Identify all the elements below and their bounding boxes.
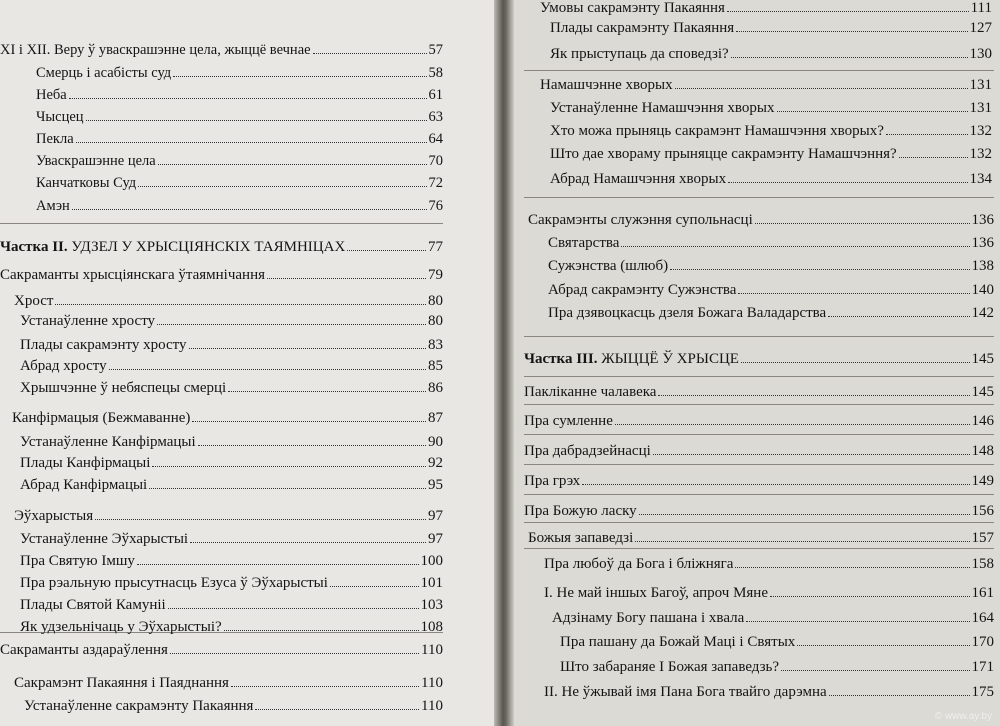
dot-leader [675, 88, 968, 89]
dot-leader [158, 164, 427, 165]
toc-entry [548, 235, 994, 252]
toc-entry [544, 684, 994, 701]
dot-leader [746, 621, 969, 622]
toc-entry-title: Святарства [548, 235, 620, 251]
dot-leader [735, 567, 969, 568]
toc-entry [528, 212, 994, 229]
toc-page-number: 145 [971, 351, 994, 367]
toc-page-number: 136 [971, 212, 994, 228]
toc-entry-title: Уваскрашэнне цела [36, 153, 156, 169]
toc-entry [0, 42, 443, 59]
toc-entry [20, 477, 443, 494]
toc-page-number: 77 [428, 239, 443, 255]
dot-leader [189, 348, 426, 349]
toc-entry [20, 531, 443, 548]
toc-entry [36, 109, 443, 126]
toc-page-number: 80 [428, 293, 443, 309]
toc-entry-title: Сакрамэнт Пакаяння і Паяднання [14, 675, 229, 691]
toc-entry-title: Божыя запаведзі [528, 530, 634, 546]
toc-entry-title: Канчатковы Суд [36, 175, 137, 191]
toc-page-number: 140 [971, 282, 994, 298]
dot-leader [727, 11, 969, 12]
toc-entry-title: Плады сакрамэнту хросту [20, 337, 187, 353]
dot-leader [313, 53, 427, 54]
right-divider-rule [524, 336, 994, 337]
toc-page-number: 132 [969, 123, 992, 139]
dot-leader [829, 695, 970, 696]
toc-entry-title: Пра сумленне [524, 413, 613, 429]
toc-entry-title: Чысцец [36, 109, 84, 125]
toc-entry [550, 123, 992, 140]
toc-entry [548, 282, 994, 299]
dot-leader [173, 76, 426, 77]
toc-entry-title: Плады Канфірмацыі [20, 455, 151, 471]
toc-entry-title: Устанаўленне Канфірмацыі [20, 434, 196, 450]
dot-leader [653, 454, 970, 455]
toc-page-number: 131 [969, 100, 992, 116]
toc-entry [524, 384, 994, 401]
toc-entry [36, 175, 443, 192]
dot-leader [777, 111, 968, 112]
toc-entry-title: Абрад сакрамэнту Сужэнства [548, 282, 737, 298]
dot-leader [731, 57, 968, 58]
toc-entry [552, 610, 994, 627]
dot-leader [137, 564, 419, 565]
toc-entry-title: Адзінаму Богу пашана і хвала [552, 610, 745, 626]
toc-page-number: 110 [421, 642, 443, 658]
toc-page-number: 101 [420, 575, 443, 591]
toc-page-number: 136 [971, 235, 994, 251]
dot-leader [658, 395, 969, 396]
toc-page-number: 83 [428, 337, 443, 353]
dot-leader [198, 445, 426, 446]
toc-entry-title: Неба [36, 87, 67, 103]
toc-entry [524, 413, 994, 430]
dot-leader [347, 250, 426, 251]
toc-entry [14, 293, 443, 310]
toc-entry [36, 198, 443, 215]
dot-leader [231, 686, 419, 687]
toc-entry [548, 305, 994, 322]
toc-page-number: 142 [971, 305, 994, 321]
toc-entry-title: Пра Божую ласку [524, 503, 637, 519]
toc-page-number: 79 [428, 267, 443, 283]
toc-page-number: 92 [428, 455, 443, 471]
toc-page-number: 72 [428, 175, 443, 191]
toc-entry [0, 642, 443, 659]
toc-entry [20, 455, 443, 472]
toc-page-number: 156 [971, 503, 994, 519]
toc-page-number: 110 [421, 698, 443, 714]
dot-leader [168, 608, 419, 609]
dot-leader [621, 246, 969, 247]
toc-entry [20, 553, 443, 570]
toc-page-number: 97 [428, 508, 443, 524]
toc-page-number: 170 [971, 634, 994, 650]
toc-entry-title: Хрышчэнне ў небяспецы смерці [20, 380, 227, 396]
toc-entry-title: Што дае хвораму прыняцце сакрамэнту Намашчэння? [550, 146, 897, 162]
toc-page-number: 63 [428, 109, 443, 125]
toc-entry [20, 380, 443, 397]
toc-entry-title: Пакліканне чалавека [524, 384, 657, 400]
dot-leader [157, 324, 426, 325]
toc-page-number: 138 [971, 258, 994, 274]
toc-page-number: 149 [971, 473, 994, 489]
toc-entry [24, 698, 443, 715]
dot-leader [190, 542, 426, 543]
toc-entry [550, 20, 992, 37]
toc-page-number: 61 [428, 87, 443, 103]
toc-entry-title: Што забараняе І Божая запаведзь? [560, 659, 780, 675]
toc-page-number: 145 [971, 384, 994, 400]
toc-page-number: 175 [971, 684, 994, 700]
dot-leader [582, 484, 969, 485]
right-divider-rule [524, 197, 994, 198]
toc-entry [550, 46, 992, 63]
toc-page-number: 161 [971, 585, 994, 601]
toc-entry [36, 65, 443, 82]
dot-leader [886, 134, 968, 135]
part-label: Частка II. [0, 239, 68, 255]
dot-leader [192, 421, 426, 422]
toc-entry [20, 358, 443, 375]
toc-entry [560, 634, 994, 651]
toc-page-number: 76 [428, 198, 443, 214]
toc-entry [12, 410, 443, 427]
dot-leader [72, 209, 427, 210]
toc-entry-title: Устанаўленне Намашчэння хворых [550, 100, 775, 116]
toc-entry [14, 675, 443, 692]
toc-entry-title: Частка II. УДЗЕЛ У ХРЫСЦІЯНСКІХ ТАЯМНІЦАХ [0, 239, 346, 255]
toc-entry [36, 131, 443, 148]
toc-entry-title: І. Не май іншых Багоў, апроч Мяне [544, 585, 768, 601]
toc-page-number: 134 [969, 171, 992, 187]
dot-leader [615, 424, 970, 425]
dot-leader [109, 369, 426, 370]
toc-entry [20, 337, 443, 354]
dot-leader [267, 278, 426, 279]
toc-entry-title: Як прыступаць да споведзі? [550, 46, 729, 62]
toc-entry [524, 443, 994, 460]
toc-entry-title: Умовы сакрамэнту Пакаяння [540, 0, 725, 16]
toc-page-number: 57 [428, 42, 443, 58]
toc-entry-title: Смерць і асабісты суд [36, 65, 172, 81]
toc-entry [20, 313, 443, 330]
toc-page-number: 108 [420, 619, 443, 635]
toc-page-number: 132 [969, 146, 992, 162]
dot-leader [330, 586, 419, 587]
toc-page-number: 146 [971, 413, 994, 429]
toc-page-number: 111 [970, 0, 992, 16]
toc-page-number: 110 [421, 675, 443, 691]
toc-entry [548, 258, 994, 275]
toc-entry-title: Намашчэнне хворых [540, 77, 673, 93]
toc-entry-title: Сакраманты аздараўлення [0, 642, 168, 658]
toc-page-number: 58 [428, 65, 443, 81]
watermark: © www.ay.by [934, 711, 992, 722]
toc-entry-title: Пра дзявоцкасць дзеля Божага Валадарства [548, 305, 827, 321]
toc-entry-title: Эўхарыстыя [14, 508, 94, 524]
toc-entry [550, 100, 992, 117]
toc-entry-title: Плады сакрамэнту Пакаяння [550, 20, 735, 36]
toc-entry-title: Плады Святой Камуніі [20, 597, 166, 613]
toc-entry [36, 153, 443, 170]
dot-leader [797, 645, 969, 646]
toc-entry-title: Канфірмацыя (Бежмаванне) [12, 410, 191, 426]
dot-leader [170, 653, 419, 654]
toc-page-number: 157 [971, 530, 994, 546]
toc-entry [550, 146, 992, 163]
dot-leader [228, 391, 426, 392]
toc-entry [544, 585, 994, 602]
toc-entry [14, 508, 443, 525]
toc-page-number: 158 [971, 556, 994, 572]
toc-entry-title: Сакраманты хрысціянскага ўтаямнічання [0, 267, 265, 283]
dot-leader [149, 488, 426, 489]
toc-entry [0, 239, 443, 256]
toc-entry-title: Пра Святую Імшу [20, 553, 135, 569]
toc-entry-title: Хто можа прыняць сакрамэнт Намашчэння хворых? [550, 123, 884, 139]
right-divider-rule [524, 522, 994, 523]
toc-entry [524, 473, 994, 490]
toc-entry [540, 0, 992, 17]
toc-entry-title: Абрад хросту [20, 358, 107, 374]
dot-leader [69, 98, 427, 99]
toc-entry-title: Частка III. ЖЫЦЦЁ Ў ХРЫСЦЕ [524, 351, 739, 367]
dot-leader [152, 466, 426, 467]
toc-entry-title: Пра любоў да Бога і бліжняга [544, 556, 734, 572]
toc-entry [36, 87, 443, 104]
toc-entry [550, 171, 992, 188]
dot-leader [781, 670, 969, 671]
toc-page-number: 90 [428, 434, 443, 450]
toc-entry [20, 434, 443, 451]
dot-leader [95, 519, 426, 520]
dot-leader [736, 31, 967, 32]
dot-leader [224, 630, 419, 631]
toc-page-number: 127 [969, 20, 992, 36]
right-divider-rule [524, 70, 994, 71]
book-gutter [494, 0, 514, 726]
toc-entry [528, 530, 994, 547]
dot-leader [899, 157, 968, 158]
dot-leader [755, 223, 970, 224]
toc-entry-title: Сужэнства (шлюб) [548, 258, 669, 274]
toc-entry-title: Устанаўленне сакрамэнту Пакаяння [24, 698, 254, 714]
dot-leader [138, 186, 426, 187]
toc-page-number: 100 [420, 553, 443, 569]
dot-leader [670, 269, 969, 270]
toc-entry [0, 267, 443, 284]
dot-leader [635, 541, 969, 542]
toc-page-number: 64 [428, 131, 443, 147]
toc-entry-title: Сакрамэнты служэння супольнасці [528, 212, 753, 228]
toc-page-number: 97 [428, 531, 443, 547]
left-divider-rule [0, 223, 443, 224]
toc-entry-title: ІІ. Не ўжывай імя Пана Бога твайго дарэмна [544, 684, 827, 700]
toc-page-number: 130 [969, 46, 992, 62]
toc-entry [540, 77, 992, 94]
toc-entry [20, 575, 443, 592]
toc-entry-title: Пекла [36, 131, 74, 147]
right-divider-rule [524, 548, 994, 549]
toc-entry [560, 659, 994, 676]
left-page [0, 0, 494, 726]
dot-leader [828, 316, 969, 317]
toc-page-number: 87 [428, 410, 443, 426]
part-label: Частка III. [524, 351, 598, 367]
toc-entry-title: Устанаўленне Эўхарыстыі [20, 531, 189, 547]
right-divider-rule [524, 464, 994, 465]
toc-entry-title: Абрад Канфірмацыі [20, 477, 148, 493]
toc-entry [524, 503, 994, 520]
dot-leader [728, 182, 967, 183]
right-divider-rule [524, 376, 994, 377]
dot-leader [738, 293, 969, 294]
toc-entry-title: Абрад Намашчэння хворых [550, 171, 727, 187]
toc-page-number: 164 [971, 610, 994, 626]
toc-entry-title: Хрост [14, 293, 54, 309]
right-page [514, 0, 1000, 726]
toc-page-number: 131 [969, 77, 992, 93]
toc-page-number: 80 [428, 313, 443, 329]
toc-page-number: 171 [971, 659, 994, 675]
toc-entry [20, 619, 443, 636]
toc-page-number: 95 [428, 477, 443, 493]
dot-leader [55, 304, 426, 305]
dot-leader [741, 362, 970, 363]
toc-entry-title: Пра дабрадзейнасці [524, 443, 651, 459]
toc-entry [20, 597, 443, 614]
toc-entry-title: Устанаўленне хросту [20, 313, 156, 329]
toc-entry-title: XI і XII. Веру ў уваскрашэнне цела, жыццё вечнае [0, 42, 311, 58]
dot-leader [639, 514, 970, 515]
toc-page-number: 85 [428, 358, 443, 374]
toc-page-number: 103 [420, 597, 443, 613]
toc-page-number: 86 [428, 380, 443, 396]
dot-leader [86, 120, 427, 121]
toc-page-number: 148 [971, 443, 994, 459]
dot-leader [770, 596, 970, 597]
toc-entry-title: Пра пашану да Божай Маці і Святых [560, 634, 796, 650]
toc-page-number: 70 [428, 153, 443, 169]
toc-entry-title: Амэн [36, 198, 70, 214]
right-divider-rule [524, 434, 994, 435]
toc-entry-title: Пра рэальную прысутнасць Езуса ў Эўхарыстыі [20, 575, 328, 591]
dot-leader [255, 709, 419, 710]
toc-entry-title: Як удзельнічаць у Эўхарыстыі? [20, 619, 222, 635]
toc-entry-title: Пра грэх [524, 473, 581, 489]
right-divider-rule [524, 494, 994, 495]
toc-entry [544, 556, 994, 573]
toc-entry [524, 351, 994, 368]
right-divider-rule [524, 404, 994, 405]
dot-leader [76, 142, 427, 143]
